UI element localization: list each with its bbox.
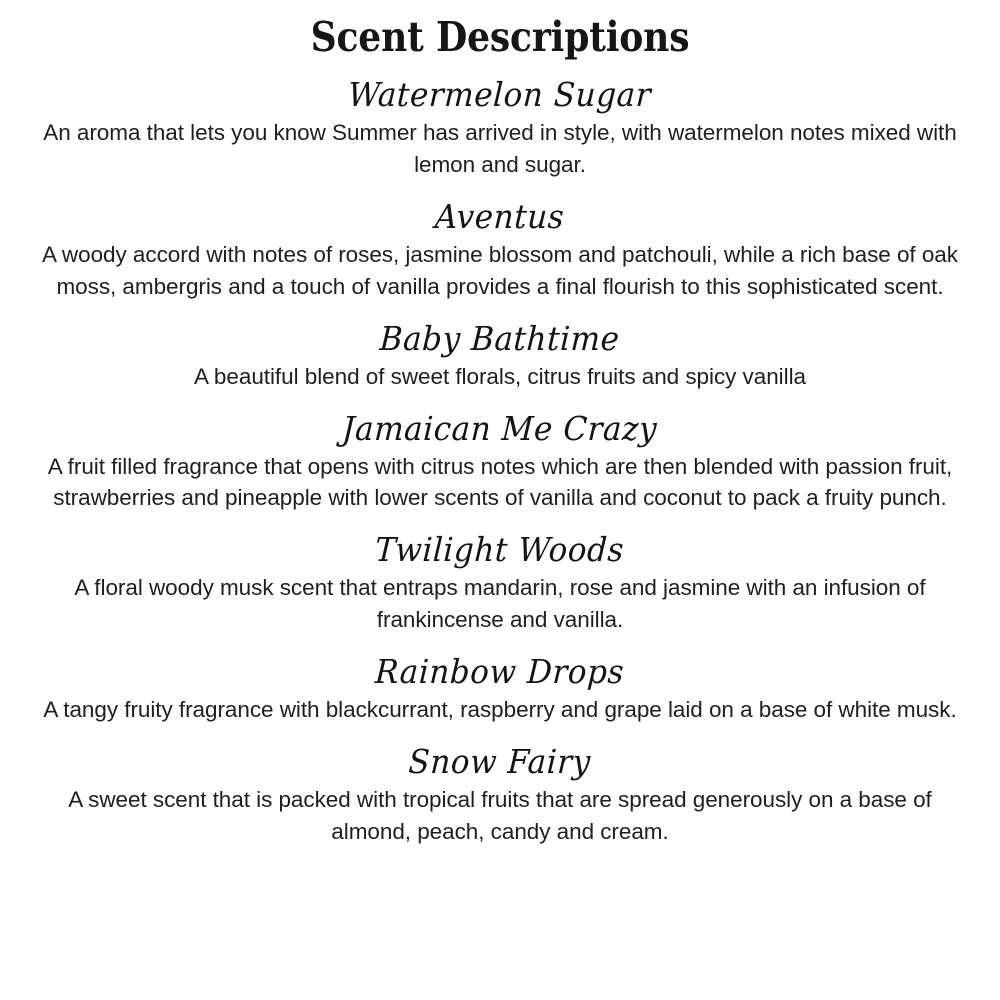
scent-entry — [0, 181, 1000, 303]
scent-list — [0, 59, 1000, 848]
scent-name-jamaican-me-crazy: Jamaican Me Crazy — [341, 408, 659, 448]
scent-description-snow-fairy: A sweet scent that is packed with tropical fruits that are spread generously on a base of almond, peach, candy and cream. — [68, 787, 932, 845]
scent-name-watermelon-sugar: Watermelon Sugar — [347, 75, 653, 115]
scent-description-aventus: A woody accord with notes of roses, jasmine blossom and patchouli, while a rich base of oak moss, ambergris and a touch of vanilla provides a final flourish to this sophisticated scent. — [42, 241, 958, 299]
scent-name-twilight-woods: Twilight Woods — [374, 530, 626, 570]
page-title: Scent Descriptions — [310, 13, 690, 61]
scent-entry — [0, 514, 1000, 636]
scent-entry — [0, 303, 1000, 393]
scent-entry — [0, 636, 1000, 726]
scent-name-baby-bathtime: Baby Bathtime — [378, 318, 621, 358]
scent-name-rainbow-drops: Rainbow Drops — [374, 652, 626, 692]
scent-description-rainbow-drops: A tangy fruity fragrance with blackcurrant, raspberry and grape laid on a base of white musk. — [43, 697, 957, 723]
scent-name-snow-fairy: Snow Fairy — [407, 742, 592, 782]
scent-description-jamaican-me-crazy: A fruit filled fragrance that opens with citrus notes which are then blended with passion fruit, strawberries and pineapple with lower scents of vanilla and coconut to pack a fruity punch. — [47, 453, 953, 511]
scent-entry — [0, 726, 1000, 848]
scent-entry — [0, 393, 1000, 515]
scent-description-watermelon-sugar: An aroma that lets you know Summer has arrived in style, with watermelon notes mixed with lemon and sugar. — [43, 120, 957, 177]
scent-entry — [0, 59, 1000, 181]
scent-name-aventus: Aventus — [434, 196, 566, 236]
scent-description-twilight-woods: A floral woody musk scent that entraps mandarin, rose and jasmine with an infusion of frankincense and vanilla. — [74, 575, 926, 633]
scent-description-baby-bathtime: A beautiful blend of sweet florals, citrus fruits and spicy vanilla — [194, 363, 806, 389]
